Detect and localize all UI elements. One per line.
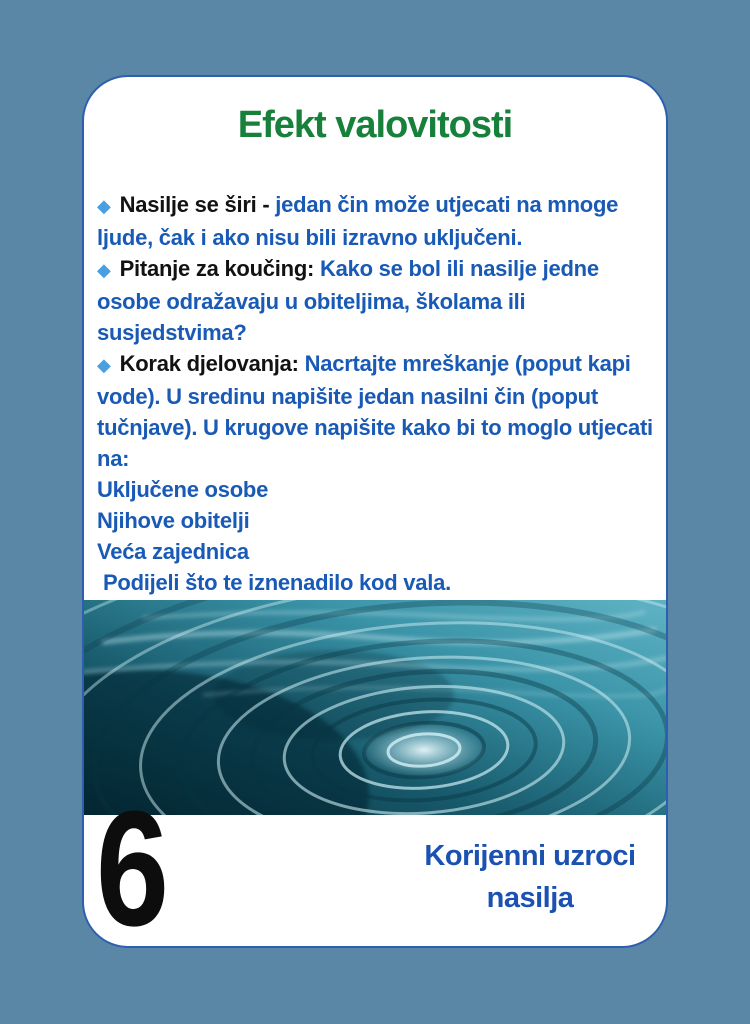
bullet-label: Nasilje se širi - [119,192,276,217]
water-ripple-image [84,600,666,815]
bullet-item [97,189,653,253]
caption-line: Korijenni uzroci [424,840,636,872]
bullet-label: Pitanje za koučing: [119,256,320,281]
card-title: Efekt valovitosti [237,104,513,146]
bullet-text: jedan čin može utjecati na mnoge ljude, čak i ako nisu bili izravno uključeni. [97,192,619,250]
diamond-bullet-icon: ◆ [97,355,111,375]
list-item: Veća zajednica [97,539,249,564]
card-caption [380,835,668,919]
bullet-text: Kako se bol ili nasilje jedne osobe odražavaju u obiteljima, školama ili susjedstvima? [97,256,599,345]
bullet-text: Nacrtajte mreškanje (poput kapi vode). U sredinu napišite jedan nasilni čin (poput tučnjave). U krugove napišite kako bi to moglo utjecati na: [97,351,653,471]
list-item: Uključene osobe [97,477,269,502]
caption-line: nasilja [486,882,574,914]
list-item: Podijeli što te iznenadilo kod vala. [103,570,451,595]
bullet-label: Korak djelovanja: [119,351,305,376]
diamond-bullet-icon: ◆ [97,260,111,280]
bullet-item [97,253,653,348]
diamond-bullet-icon: ◆ [97,196,111,216]
bullet-item [97,348,653,474]
card-body [97,189,653,598]
list-item: Njihove obitelji [97,508,250,533]
content-card [82,75,668,948]
card-number: 6 [96,777,169,948]
